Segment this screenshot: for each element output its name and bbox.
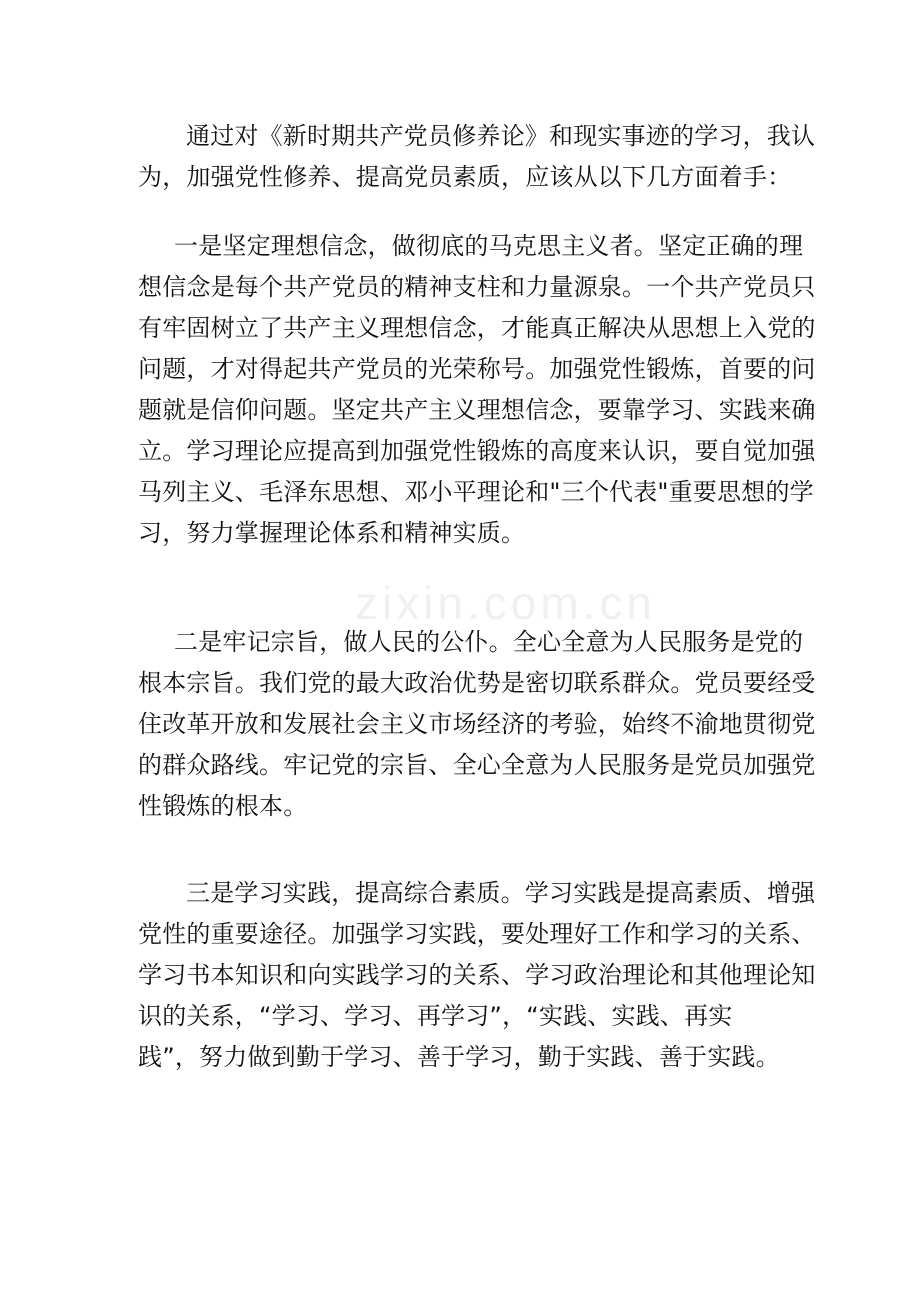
paragraph-line: 立。学习理论应提高到加强党性锻炼的高度来认识，要自觉加强 bbox=[138, 437, 816, 465]
paragraph-line: 题就是信仰问题。坚定共产主义理想信念，要靠学习、实践来确 bbox=[138, 396, 816, 424]
watermark: zixin.com.cn bbox=[355, 577, 657, 629]
paragraph-line: 问题，才对得起共产党员的光荣称号。加强党性锻炼，首要的问 bbox=[138, 355, 816, 383]
paragraph-line: 马列主义、毛泽东思想、邓小平理论和"三个代表"重要思想的学 bbox=[138, 478, 814, 506]
paragraph-line: 的群众路线。牢记党的宗旨、全心全意为人民服务是党员加强党 bbox=[138, 751, 816, 779]
paragraph-line: 有牢固树立了共产主义理想信念，才能真正解决从思想上入党的 bbox=[138, 314, 816, 342]
paragraph-line: 性锻炼的根本。 bbox=[138, 792, 308, 820]
paragraph-line: 为，加强党性修养、提高党员素质，应该从以下几方面着手： bbox=[138, 163, 792, 191]
paragraph-line: 党性的重要途径。加强学习实践，要处理好工作和学习的关系、 bbox=[138, 920, 816, 948]
paragraph-point-one bbox=[138, 226, 816, 554]
paragraph-line: 通过对《新时期共产党员修养论》和现实事迹的学习，我认 bbox=[186, 122, 816, 150]
paragraph-line: 践”，努力做到勤于学习、善于学习，勤于实践、善于实践。 bbox=[138, 1043, 780, 1071]
paragraph-line: 学习书本知识和向实践学习的关系、学习政治理论和其他理论知 bbox=[138, 961, 816, 989]
paragraph-line: 二是牢记宗旨，做人民的公仆。全心全意为人民服务是党的 bbox=[174, 628, 804, 656]
paragraph-point-three bbox=[138, 873, 816, 1078]
paragraph-line: 三是学习实践，提高综合素质。学习实践是提高素质、增强 bbox=[186, 879, 816, 907]
paragraph-intro bbox=[138, 116, 816, 198]
paragraph-line: 住改革开放和发展社会主义市场经济的考验，始终不渝地贯彻党 bbox=[138, 710, 816, 738]
paragraph-line: 根本宗旨。我们党的最大政治优势是密切联系群众。党员要经受 bbox=[138, 669, 816, 697]
paragraph-line: 想信念是每个共产党员的精神支柱和力量源泉。一个共产党员只 bbox=[138, 273, 816, 301]
paragraph-line: 一是坚定理想信念，做彻底的马克思主义者。坚定正确的理 bbox=[174, 232, 804, 260]
paragraph-point-two bbox=[138, 622, 816, 827]
paragraph-line: 识的关系，“学习、学习、再学习”，“实践、实践、再实 bbox=[138, 1002, 733, 1030]
paragraph-line: 习，努力掌握理论体系和精神实质。 bbox=[138, 519, 526, 547]
